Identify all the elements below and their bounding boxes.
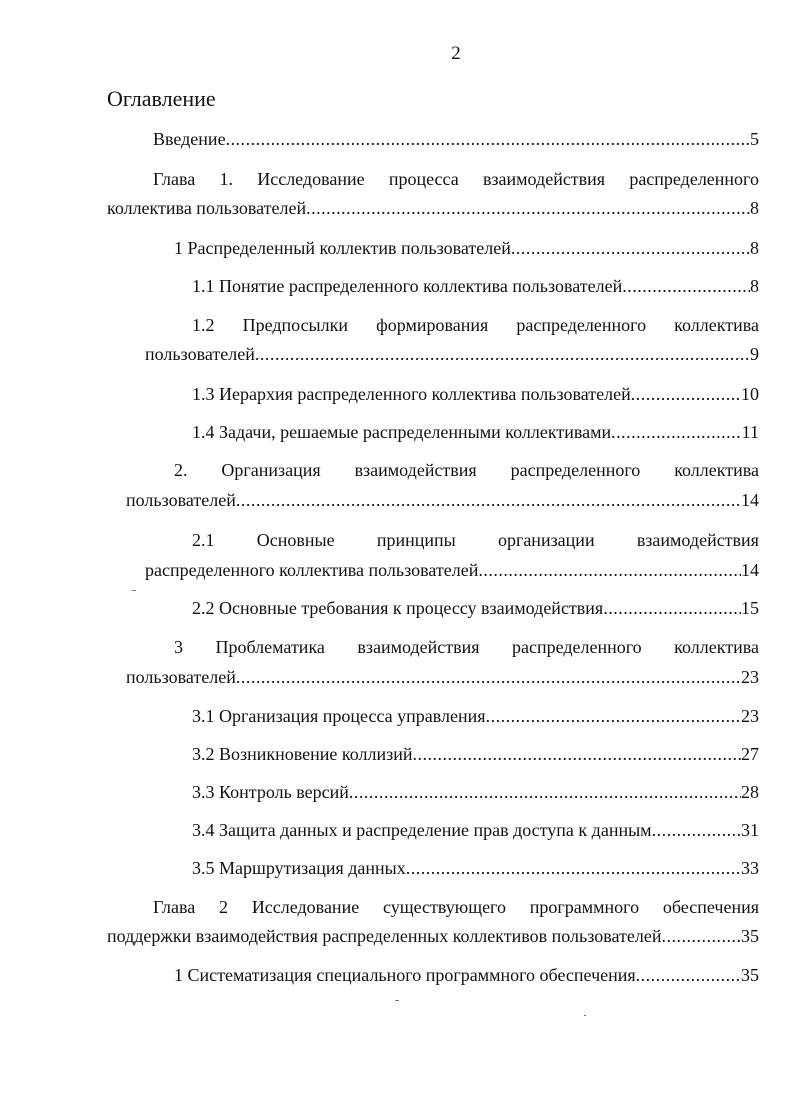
- toc-entry-word: взаимодействия: [636, 530, 759, 550]
- toc-entry-page: 11: [741, 422, 759, 442]
- toc-entry[interactable]: [126, 460, 759, 510]
- toc-leader-dots: [226, 129, 750, 149]
- toc-leader-dots: [662, 926, 742, 946]
- toc-entry[interactable]: [192, 384, 759, 404]
- toc-entry-word: Глава: [153, 897, 196, 917]
- toc-entry[interactable]: [192, 276, 759, 296]
- toc-entry[interactable]: [192, 782, 759, 802]
- toc-entry-label: Введение: [153, 129, 226, 149]
- toc-entry-word: Исследование: [257, 169, 365, 189]
- toc-entry-word: коллектива: [674, 315, 759, 335]
- toc-entry[interactable]: [192, 422, 759, 442]
- toc-entry-word: Глава: [153, 169, 196, 189]
- toc-entry-label: 1.3 Иерархия распределенного коллектива пользователей: [192, 384, 631, 404]
- toc-entry[interactable]: [126, 637, 759, 687]
- toc-entry-label: 1 Распределенный коллектив пользователей: [174, 238, 511, 258]
- toc-leader-dots: [255, 344, 750, 364]
- scan-speck: [395, 1000, 399, 1001]
- toc-entry[interactable]: [145, 530, 759, 580]
- toc-leader-dots: [236, 667, 741, 687]
- toc-entry-word: существующего: [382, 897, 506, 917]
- scan-speck: [132, 590, 136, 591]
- toc-entry-word: 1.2: [192, 315, 215, 335]
- toc-entry-word: Организация: [221, 460, 321, 480]
- toc-leader-dots: [236, 490, 741, 510]
- toc-entry-word: обеспечения: [662, 897, 759, 917]
- toc-entry[interactable]: [107, 169, 759, 218]
- toc-leader-dots: [406, 858, 741, 878]
- toc-entry-page: 14: [741, 490, 759, 510]
- toc-entry-word: взаимодействия: [482, 169, 606, 189]
- toc-entry[interactable]: [192, 820, 759, 840]
- toc-entry-label: коллектива пользователей: [107, 198, 307, 218]
- toc-leader-dots: [511, 238, 750, 258]
- toc-entry[interactable]: [192, 858, 759, 878]
- toc-entry-word: распределенного: [512, 637, 642, 657]
- toc-leader-dots: [486, 706, 741, 726]
- toc-entry-label: поддержки взаимодействия распределенных коллективов пользователей: [107, 926, 662, 946]
- toc-leader-dots: [306, 198, 750, 218]
- toc-entry-word: 2.: [174, 460, 188, 480]
- toc-entry-word: распределенного: [510, 460, 641, 480]
- page-number: 2: [451, 43, 461, 64]
- toc-leader-dots: [652, 820, 741, 840]
- toc-title: Оглавление: [107, 86, 216, 111]
- toc-entry-label: пользователей: [145, 344, 255, 364]
- toc-entry-label: 1.4 Задачи, решаемые распределенными коллективами: [192, 422, 612, 442]
- toc-entry[interactable]: [192, 706, 759, 726]
- toc-entry-word: формирования: [376, 315, 489, 335]
- toc-entry-page: 31: [741, 820, 759, 840]
- toc-entry-word: распределенного: [516, 315, 647, 335]
- toc-entry-word: 3: [174, 637, 183, 657]
- toc-entry-page: 10: [741, 384, 759, 404]
- toc-entry[interactable]: [174, 238, 759, 258]
- toc-entry-label: распределенного коллектива пользователей: [145, 560, 479, 580]
- toc-entry[interactable]: [192, 744, 759, 764]
- toc-leader-dots: [603, 598, 741, 618]
- toc-entry-word: организации: [497, 530, 595, 550]
- toc-leader-dots: [349, 782, 741, 802]
- toc-entry-word: коллектива: [674, 460, 759, 480]
- toc-entry-word: Проблематика: [215, 637, 325, 657]
- toc-entry-page: 27: [741, 744, 759, 764]
- toc-leader-dots: [478, 560, 741, 580]
- toc-entry-label: 2.2 Основные требования к процессу взаимодействия: [192, 598, 604, 618]
- toc-leader-dots: [636, 965, 741, 985]
- toc-entry-word: взаимодействия: [354, 460, 477, 480]
- toc-leader-dots: [412, 744, 741, 764]
- toc-entry-page: 23: [741, 706, 759, 726]
- toc-leader-dots: [622, 276, 750, 296]
- toc-entry-page: 33: [741, 858, 759, 878]
- toc-leader-dots: [611, 422, 742, 442]
- toc-entry-page: 14: [741, 560, 759, 580]
- toc-entry-word: Исследование: [251, 897, 360, 917]
- toc-entry-page: 23: [741, 667, 759, 687]
- toc-entry-word: распределенного: [629, 169, 759, 189]
- toc-entry[interactable]: [107, 897, 759, 946]
- toc-entry-page: 8: [750, 238, 759, 258]
- toc-entry-word: коллектива: [674, 637, 759, 657]
- toc-entry-page: 35: [741, 926, 759, 946]
- toc-entry-word: программного: [529, 897, 640, 917]
- toc-entry-page: 35: [741, 965, 759, 985]
- toc-entry-label: пользователей: [126, 490, 236, 510]
- toc-entry-label: 3.4 Защита данных и распределение прав доступа к данным: [192, 820, 652, 840]
- toc-entry-page: 8: [750, 198, 759, 218]
- toc-entry-label: 3.1 Организация процесса управления: [192, 706, 486, 726]
- toc-entry-label: 3.3 Контроль версий: [192, 782, 349, 802]
- toc-entry[interactable]: [153, 129, 759, 149]
- toc-entry-label: 1.1 Понятие распределенного коллектива пользователей: [192, 276, 623, 296]
- toc-entry-word: 2: [219, 897, 229, 917]
- scan-speck: [584, 1015, 586, 1016]
- toc-entry[interactable]: [174, 965, 759, 985]
- toc-entry-word: принципы: [376, 530, 456, 550]
- toc-entry-page: 28: [741, 782, 759, 802]
- toc-entry-label: 3.5 Маршрутизация данных: [192, 858, 406, 878]
- toc-entry-page: 15: [741, 598, 759, 618]
- toc-entry-word: 1.: [219, 169, 233, 189]
- toc-entry[interactable]: [145, 315, 759, 364]
- toc-entry-page: 9: [750, 344, 759, 364]
- toc-entry-label: 3.2 Возникновение коллизий: [192, 744, 413, 764]
- toc-entry-word: Предпосылки: [242, 315, 349, 335]
- toc-entry-word: Основные: [256, 530, 335, 550]
- toc-entry-word: 2.1: [192, 530, 215, 550]
- toc-entry-word: процесса: [388, 169, 459, 189]
- toc-entry-word: взаимодействия: [357, 637, 480, 657]
- toc-entry-label: пользователей: [126, 667, 236, 687]
- toc-entry[interactable]: [192, 598, 759, 618]
- toc-entry-page: 8: [750, 276, 759, 296]
- toc-entry-label: 1 Систематизация специального программного обеспечения: [174, 965, 636, 985]
- toc-entry-page: 5: [750, 129, 759, 149]
- toc-leader-dots: [631, 384, 741, 404]
